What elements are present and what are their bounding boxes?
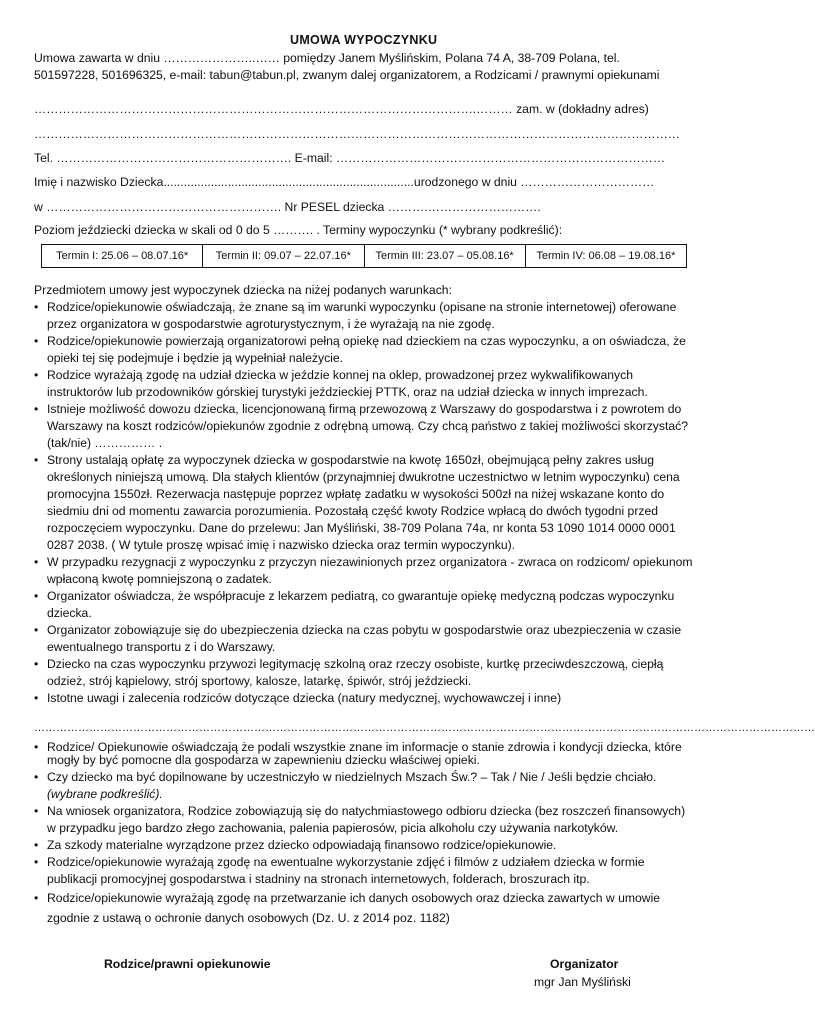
- list-item: • Na wniosek organizatora, Rodzice zobowiązują się do natychmiastowego odbioru dziecka (bez roszczeń finansowych) w przypadku jego bardzo złego zachowania, palenia papierosów, picia alkoholu czy używania narkotyków.: [34, 804, 686, 835]
- address-field[interactable]: ……………………………………………………………………………………………….……… zam. w (dokładny adres): [34, 102, 649, 116]
- mass-note: (wybrane podkreślić).: [47, 787, 163, 801]
- address-field-continued[interactable]: ……………………………………………………………………………………………………………………………………………: [34, 127, 680, 141]
- list-item: • Organizator oświadcza, że współpracuje z lekarzem pediatrą, co gwarantuje opiekę medyczną podczas wypoczynku dziecka.: [34, 589, 675, 620]
- list-item: • W przypadku rezygnacji z wypoczynku z przyczyn niezawinionych przez organizatora - zwraca on rodzicom/ opiekunom wpłaconą kwotę pomniejszoną o zadatek.: [34, 555, 693, 586]
- organizer-signature-label: Organizator: [550, 957, 619, 971]
- term-4[interactable]: Termin IV: 06.08 – 19.08.16*: [525, 245, 686, 268]
- intro-line-1: Umowa zawarta w dniu …………………..…… pomiędzy Janem Myślińskim, Polana 74 A, 38-709 Polana, tel.: [34, 51, 620, 65]
- term-3[interactable]: Termin III: 23.07 – 05.08.16*: [364, 245, 525, 268]
- intro-line-2: 501597228, 501696325, e-mail: tabun@tabun.pl, zwanym dalej organizatorem, a Rodzicami / prawnymi opiekunami: [34, 68, 660, 82]
- child-name-birth-field[interactable]: Imię i nazwisko Dziecka..........................................................................urodzonego w dniu ……………………………: [34, 175, 655, 189]
- parents-signature-label: Rodzice/prawni opiekunowie: [104, 957, 271, 971]
- document-title: UMOWA WYPOCZYNKU: [290, 33, 438, 47]
- terms-table: [41, 244, 687, 268]
- list-item: • Rodzice/opiekunowie oświadczają, że znane są im warunki wypoczynku (opisane na stronie internetowej) oferowane przez organizatora w gospodarstwie agroturystycznym, i że wyrażają na nie zgodę.: [34, 300, 677, 331]
- list-item: • Za szkody materialne wyrządzone przez dziecko odpowiadają finansowo rodzice/opiekunowie.: [34, 838, 557, 852]
- riding-level-line[interactable]: Poziom jeździecki dziecka w skali od 0 do 5 ………. . Terminy wypoczynku (* wybrany podkreślić):: [34, 223, 563, 237]
- list-item: • Czy dziecko ma być dopilnowane by uczestniczyło w niedzielnych Mszach Św.? – Tak / Nie / Jeśli będzie chciało. (wybrane podkreślić).: [34, 770, 657, 801]
- list-item: • Rodzice/ Opiekunowie oświadczają że podali wszystkie znane im informacje o stanie zdrowia i kondycji dziecka, które mogły by być pomocne dla gospodarza w zapewnieniu dziecku właściwej opieki.: [34, 740, 682, 767]
- list-item: • Istnieje możliwość dowozu dziecka, licencjonowaną firmą przewozową z Warszawy do gospodarstwa i z powrotem do Warszawy na koszt rodziców/opiekunów zgodnie z odrębną umową. Czy chcą państwo z takiej możliwości skorzystać? (tak/nie) …………… .: [34, 402, 689, 450]
- list-item: • Organizator zobowiązuje się do ubezpieczenia dziecka na czas pobytu w gospodarstwie oraz ubezpieczenia w czasie ewentualnego transportu z i do Warszawy.: [34, 623, 682, 654]
- pesel-field[interactable]: w …………………………………………………. Nr PESEL dziecka ……….……………………….: [34, 200, 541, 214]
- conditions-list: [34, 299, 694, 707]
- phone-email-field[interactable]: Tel. …………………………………………………. E-mail: ………………………………………………………………………: [34, 151, 666, 165]
- organizer-name: mgr Jan Myśliński: [534, 975, 631, 989]
- remarks-field[interactable]: ……………………………………………………………………………………………………………………………………………………………………………………………: [34, 722, 815, 734]
- list-item: • Rodzice/opiekunowie wyrażają zgodę na przetwarzanie ich danych osobowych oraz dziecka zawartych w umowie zgodnie z ustawą o ochronie danych osobowych (Dz. U. z 2014 poz. 1182): [34, 891, 661, 925]
- term-1[interactable]: Termin I: 25.06 – 08.07.16*: [42, 245, 203, 268]
- declarations-list: [34, 741, 694, 928]
- list-item: • Strony ustalają opłatę za wypoczynek dziecka w gospodarstwie na kwotę 1650zł, obejmującą pełny zakres usług określonych niniejszą umową. Dla stałych klientów (przynajmniej dwukrotne uczestnictwo w letnim wypoczynku) cena promocyjna 1550zł. Rezerwacja następuje poprzez wpłatę zadatku w wysokości 500zł na niżej wskazane konto do siedmiu dni od momentu zawarcia porozumienia. Pozostałą część kwoty Rodzice wpłacą do dwóch tygodni przed rozpoczęciem wypoczynku. Dane do przelewu: Jan Myśliński, 38-709 Polana 74a, nr konta 53 1090 1014 0000 0001 0287 2038. ( W tytule proszę wpisać imię i nazwisko dziecka oraz termin wypoczynku).: [34, 453, 680, 552]
- subject-heading: Przedmiotem umowy jest wypoczynek dziecka na niżej podanych warunkach:: [34, 283, 452, 297]
- list-item: • Rodzice/opiekunowie wyrażają zgodę na ewentualne wykorzystanie zdjęć i filmów z udziałem dziecka w formie publikacji promocyjnej gospodarstwa i stadniny na stronach internetowych, folderach, broszurach itp.: [34, 855, 645, 886]
- list-item: • Istotne uwagi i zalecenia rodziców dotyczące dziecka (natury medycznej, wychowawczej i inne): [34, 691, 562, 705]
- list-item: • Rodzice/opiekunowie powierzają organizatorowi pełną opiekę nad dzieckiem na czas wypoczynku, a on oświadcza, że opieki tej się podejmuje i będzie ją wypełniał należycie.: [34, 334, 686, 365]
- list-item: • Rodzice wyrażają zgodę na udział dziecka w jeździe konnej na oklep, prowadzonej przez wykwalifikowanych instruktorów lub przodowników górskiej turystyki jeździeckiej PTTK, oraz na udział dziecka w innych imprezach.: [34, 368, 648, 399]
- term-2[interactable]: Termin II: 09.07 – 22.07.16*: [203, 245, 364, 268]
- list-item: • Dziecko na czas wypoczynku przywozi legitymację szkolną oraz rzeczy osobiste, kurtkę przeciwdeszczową, ciepłą odzież, strój kąpielowy, strój sportowy, kalosze, latarkę, śpiwór, strój jeździecki.: [34, 657, 664, 688]
